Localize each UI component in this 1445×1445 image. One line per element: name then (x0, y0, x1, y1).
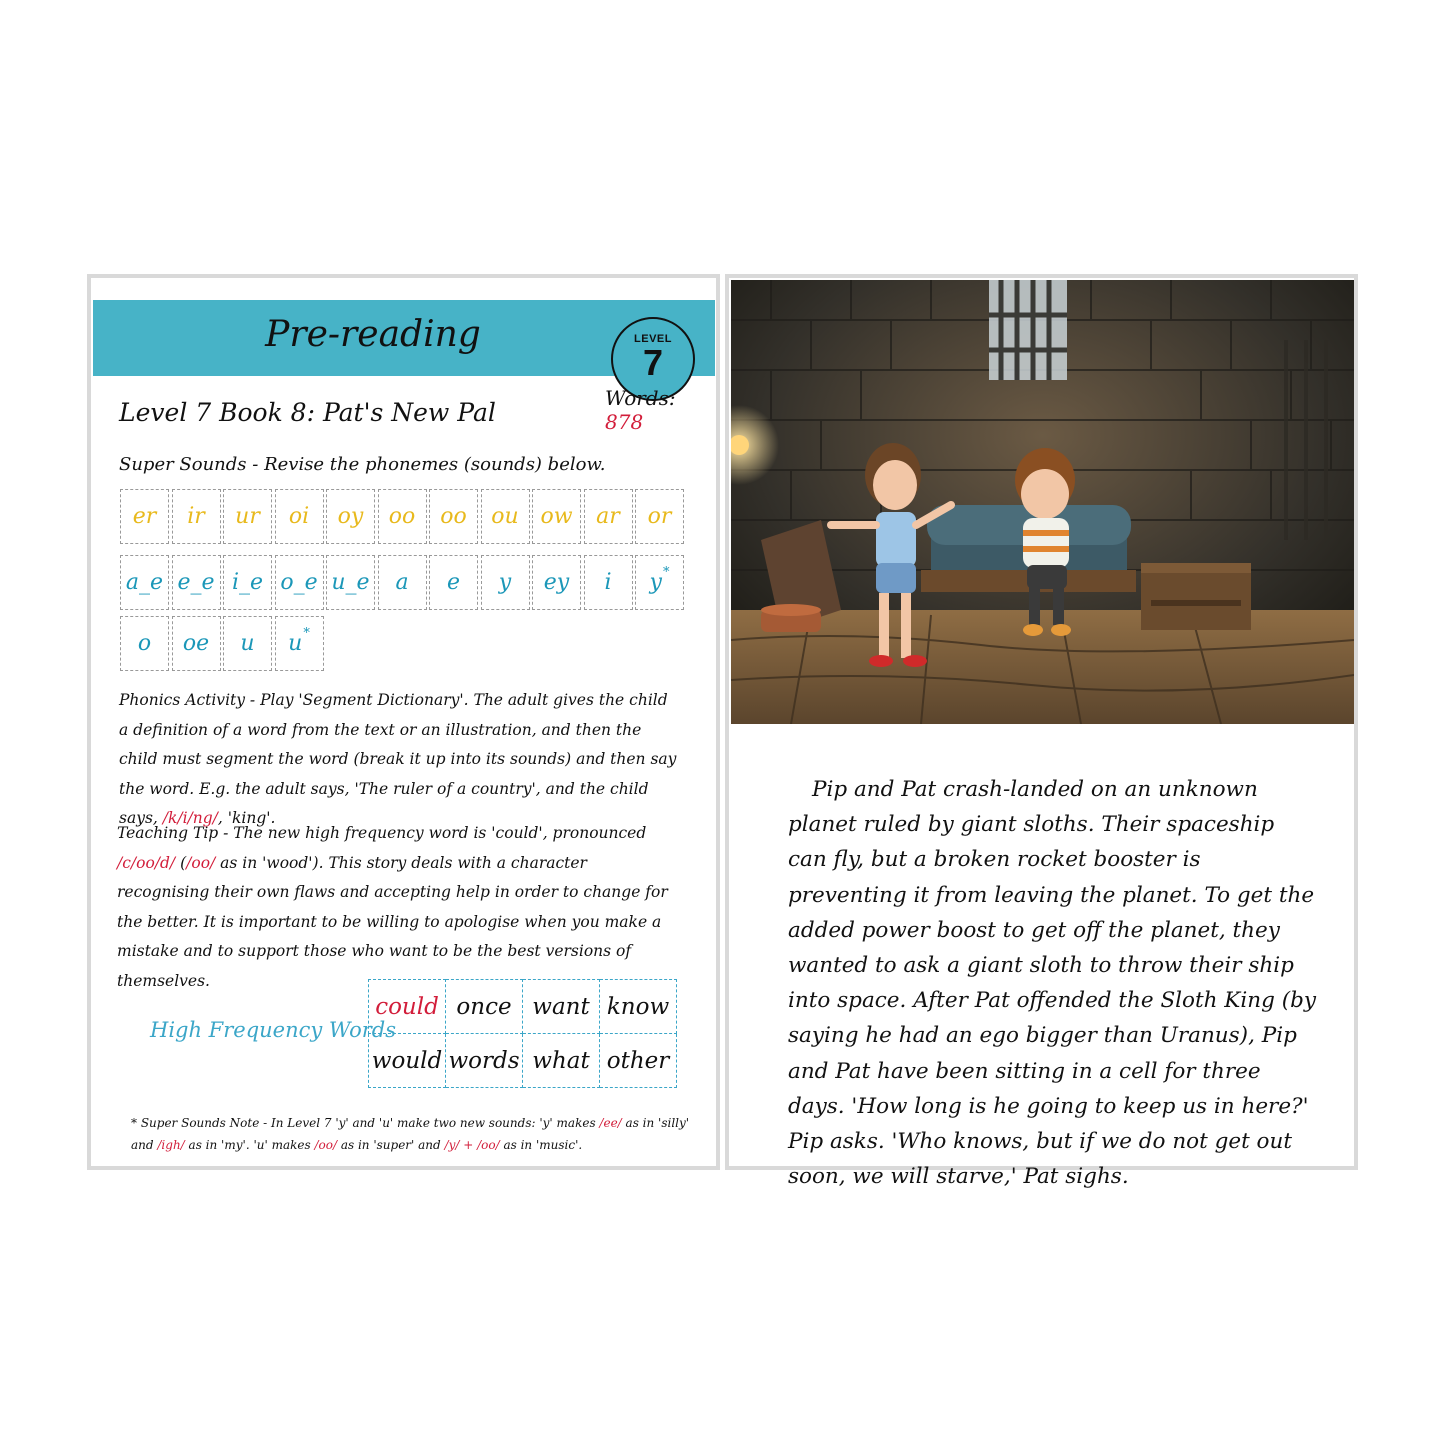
hfw-row (369, 980, 677, 1034)
word-count (605, 386, 716, 434)
phoneme-row-2 (120, 555, 687, 610)
phoneme-text: y (649, 570, 662, 595)
hfw-cell: know (600, 980, 677, 1034)
tip-text: ( (175, 853, 187, 872)
tip-text: Teaching Tip - The new high frequency word is 'could', pronounced (117, 824, 647, 842)
asterisk: * (662, 565, 670, 580)
level-label: LEVEL (634, 333, 672, 345)
phonics-text: Phonics Activity - Play 'Segment Dictionary'. The adult gives the child a definition of a word from the text or an illustration, and then the child must segment the word (break it up into its sounds) and then say the word. E.g. the adult says, 'The ruler of a country', and the child says, (119, 691, 677, 827)
phoneme-cell: o (120, 616, 169, 671)
story-text (788, 772, 1318, 1194)
note-highlight: /igh/ (157, 1138, 185, 1152)
phoneme-cell: ur (223, 489, 272, 544)
phoneme-cell: e_e (172, 555, 221, 610)
phoneme-cell: oo (429, 489, 478, 544)
note-highlight: /ee/ (599, 1116, 622, 1130)
hfw-row (369, 1034, 677, 1088)
words-value: 878 (605, 410, 644, 434)
hfw-cell: other (600, 1034, 677, 1088)
note-highlight: /y/ + /oo/ (444, 1138, 500, 1152)
story-paragraph: Pip and Pat crash-landed on an unknown planet ruled by giant sloths. Their spaceship can fly, but a broken rocket booster is preventing it from leaving the planet. To get the added power boost to get off the planet, they wanted to ask a giant sloth to throw their ship into space. After Pat offended the Sloth King (by saying he had an ego bigger than Uranus), Pip and Pat have been sitting in a cell for three days. 'How long is he going to keep us in here?' Pip asks. 'Who knows, but if we do not get out soon, we will starve,' Pat sighs. (788, 777, 1316, 1190)
phoneme-cell: a_e (120, 555, 169, 610)
phoneme-cell: e (429, 555, 478, 610)
phoneme-cell: a (378, 555, 427, 610)
phoneme-cell: oo (378, 489, 427, 544)
phoneme-cell: o_e (275, 555, 324, 610)
phoneme-cell: oe (172, 616, 221, 671)
level-number: 7 (642, 342, 664, 383)
story-page (725, 274, 1358, 1190)
phoneme-cell: i_e (223, 555, 272, 610)
phoneme-cell: y (481, 555, 530, 610)
phoneme-row-3 (120, 616, 326, 671)
page-title: Pre-reading (265, 314, 481, 355)
phoneme-cell-starred (635, 555, 684, 610)
phoneme-cell: ey (532, 555, 581, 610)
note-text: * Super Sounds Note - In Level 7 'y' and 'u' make two new sounds: 'y' makes (131, 1116, 600, 1130)
phoneme-highlight: /c/oo/d/ (117, 853, 176, 872)
hfw-cell: what (523, 1034, 600, 1088)
high-frequency-words-label: High Frequency Words (150, 1018, 396, 1042)
phoneme-cell: ow (532, 489, 581, 544)
phoneme-row-1 (120, 489, 687, 544)
hfw-cell: want (523, 980, 600, 1034)
phoneme-cell: u (223, 616, 272, 671)
asterisk: * (303, 626, 310, 641)
super-sounds-intro: Super Sounds - Revise the phonemes (sounds) below. (119, 454, 606, 475)
phonics-text-end: , 'king'. (217, 809, 276, 827)
tip-text: as in 'wood'). This story deals with a character recognising their own flaws and accepting help in order to change for the better. It is important to be willing to apologise when you make a mistake and to support those who want to be the best versions of themselves. (117, 853, 668, 990)
phoneme-cell: i (584, 555, 633, 610)
phoneme-cell-starred (275, 616, 324, 671)
note-text: as in 'super' and (337, 1138, 445, 1152)
phoneme-cell: er (120, 489, 169, 544)
phoneme-highlight: /k/i/ng/ (162, 809, 218, 827)
note-highlight: /oo/ (314, 1138, 338, 1152)
phoneme-cell: oi (275, 489, 324, 544)
hfw-cell: would (369, 1034, 446, 1088)
dungeon-cell-illustration (731, 280, 1354, 724)
note-text: as in 'my'. 'u' makes (184, 1138, 315, 1152)
super-sounds-note (131, 1112, 691, 1156)
hfw-cell: words (446, 1034, 523, 1088)
story-illustration (731, 280, 1354, 724)
hfw-cell-new: could (369, 980, 446, 1034)
note-text: as in 'silly' and (131, 1116, 690, 1152)
words-label: Words: (605, 386, 676, 410)
phoneme-cell: ir (172, 489, 221, 544)
book-title: Level 7 Book 8: Pat's New Pal (119, 398, 496, 427)
pre-reading-page (87, 274, 720, 1170)
phonics-activity (119, 686, 679, 834)
phoneme-highlight: /oo/ (186, 853, 216, 872)
phoneme-cell: ar (584, 489, 633, 544)
phoneme-text: u (288, 631, 303, 656)
teaching-tip (117, 819, 677, 996)
phoneme-cell: or (635, 489, 684, 544)
hfw-cell: once (446, 980, 523, 1034)
high-frequency-words-table (368, 979, 677, 1088)
phoneme-cell: oy (326, 489, 375, 544)
header-banner (93, 300, 715, 383)
phoneme-cell: ou (481, 489, 530, 544)
note-text: as in 'music'. (499, 1138, 583, 1152)
phoneme-cell: u_e (326, 555, 375, 610)
